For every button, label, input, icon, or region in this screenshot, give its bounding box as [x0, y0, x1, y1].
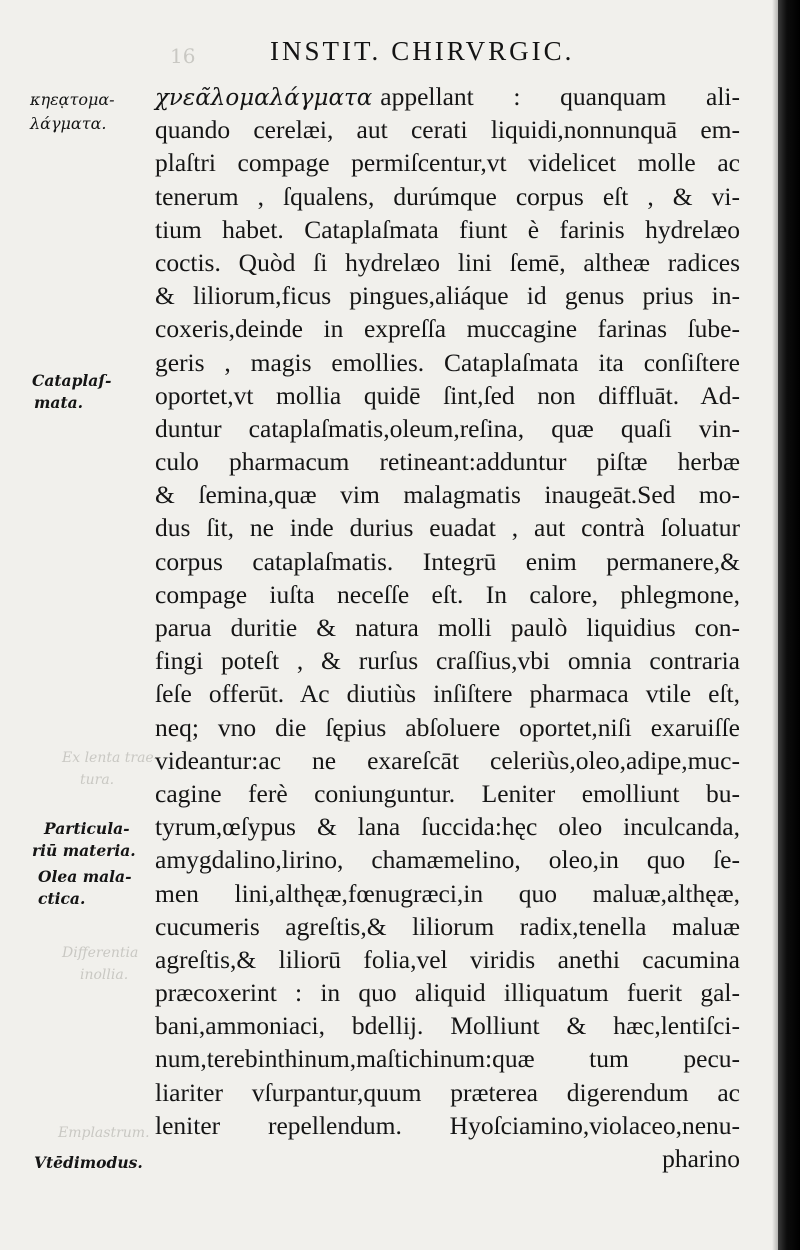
text-line: coxeris,deinde in expreſſa muccagine farinas ſube-: [155, 314, 740, 344]
margin-note-line: ctica.: [38, 889, 86, 908]
text-line: agreſtis,& liliorū folia,vel viridis anethi cacumina: [155, 944, 740, 974]
text-line: & ſemina,quæ vim malagmatis inaugeāt.Sed mo-: [155, 480, 740, 510]
margin-note-line: riū materia.: [32, 841, 136, 860]
greek-term: χνεα̃λομαλάγματα: [155, 85, 373, 111]
text-line: amygdalino,lirino, chamæmelino, oleo,in quo ſe-: [155, 845, 740, 875]
text-line: pharino: [662, 1144, 740, 1173]
text-line: præcoxerint : in quo aliquid illiquatum fuerit gal-: [155, 978, 740, 1008]
text-line-content: appellant : quanquam ali-: [380, 82, 740, 111]
text-line: neq; vno die ſępius abſoluere oportet,niſi exaruiſſe: [155, 712, 740, 742]
bleed-through-text: Ex lenta trae-: [62, 750, 159, 766]
text-line: plaſtri compage permiſcentur,vt videlicet molle ac: [155, 148, 740, 178]
text-line: & liliorum,ficus pingues,aliáque id genus prius in-: [155, 281, 740, 311]
text-line: leniter repellendum. Hyoſciamino,violaceo,nenu-: [155, 1110, 740, 1140]
text-line: dus ſit, ne inde durius euadat , aut contrà ſoluatur: [155, 513, 740, 543]
bleed-through-text: inollia.: [80, 967, 129, 983]
book-spine: [778, 0, 800, 1250]
text-line: liariter vſurpantur,quum præterea digerendum ac: [155, 1077, 740, 1107]
bleed-through-text: Differentia: [62, 945, 139, 961]
text-line: duntur cataplaſmatis,oleum,reſina, quæ quaſi vin-: [155, 413, 740, 443]
text-line: tium habet. Cataplaſmata fiunt è farinis hydrelæo: [155, 214, 740, 244]
text-line: videantur:ac ne exareſcāt celeriùs,oleo,adipe,muc-: [155, 745, 740, 775]
text-line: men lini,althęæ,fœnugræci,in quo maluæ,althęæ,: [155, 878, 740, 908]
text-line: coctis. Quòd ſi hydrelæo lini ſemē, altheæ radices: [155, 247, 740, 277]
text-line: geris , magis emollies. Cataplaſmata ita conſiſtere: [155, 347, 740, 377]
margin-note-line: Particula-: [44, 819, 130, 838]
running-header: [270, 36, 574, 67]
text-line: cucumeris agreſtis,& liliorum radix,tenella maluæ: [155, 911, 740, 941]
text-line: [155, 80, 740, 113]
bleed-folio-number: 16: [170, 44, 196, 68]
header-part-2: CHIRVRGIC.: [391, 36, 575, 66]
text-line: cagine ferè coniunguntur. Leniter emolliunt bu-: [155, 778, 740, 808]
text-line: bani,ammoniaci, bdellij. Molliunt & hæc,lentiſci-: [155, 1011, 740, 1041]
text-line: quando cerelæi, aut cerati liquidi,nonnunquā em-: [155, 115, 740, 145]
text-line: tyrum,œſypus & lana ſuccida:hęc oleo inculcanda,: [155, 812, 740, 842]
margin-note-line: λάγματα.: [30, 114, 107, 133]
margin-note-line: Vtēdimodus.: [34, 1153, 143, 1172]
margin-note-line: Cataplaſ-: [32, 371, 112, 390]
text-line: num,terebinthinum,maſtichinum:quæ tum pecu-: [155, 1044, 740, 1074]
margin-note-greek: [30, 88, 115, 136]
margin-note-line: mata.: [34, 393, 84, 412]
bleed-through-text: Emplastrum.: [58, 1125, 150, 1141]
text-line: compage iuſta neceſſe eſt. In calore, phlegmone,: [155, 579, 740, 609]
body-text: [155, 80, 740, 1175]
margin-note-line: Olea mala-: [38, 867, 132, 886]
margin-note-cataplasmata: [32, 370, 111, 414]
text-line: ſeſe offerūt. Ac diutiùs inſiſtere pharmaca vtile eſt,: [155, 679, 740, 709]
margin-note-olea-malactica: [38, 866, 132, 910]
text-line: parua duritie & natura molli paulò liquidius con-: [155, 613, 740, 642]
text-line: culo pharmacum retineant:adduntur piſtæ herbæ: [155, 447, 740, 477]
text-line: tenerum , ſqualens, durúmque corpus eſt , & vi-: [155, 181, 740, 211]
margin-note-particularium-materia: [32, 818, 136, 862]
bleed-through-text: tura.: [80, 772, 115, 788]
text-line: corpus cataplaſmatis. Integrū enim permanere,&: [155, 546, 740, 576]
text-line: oportet,vt mollia quidē ſint,ſed non diffluāt. Ad-: [155, 380, 740, 410]
margin-note-vtendi-modus: [34, 1152, 143, 1174]
text-line: fingi poteſt , & rurſus craſſius,vbi omnia contraria: [155, 646, 740, 676]
margin-note-line: κηεᾳτομα-: [30, 90, 115, 109]
header-part-1: INSTIT.: [270, 36, 382, 66]
